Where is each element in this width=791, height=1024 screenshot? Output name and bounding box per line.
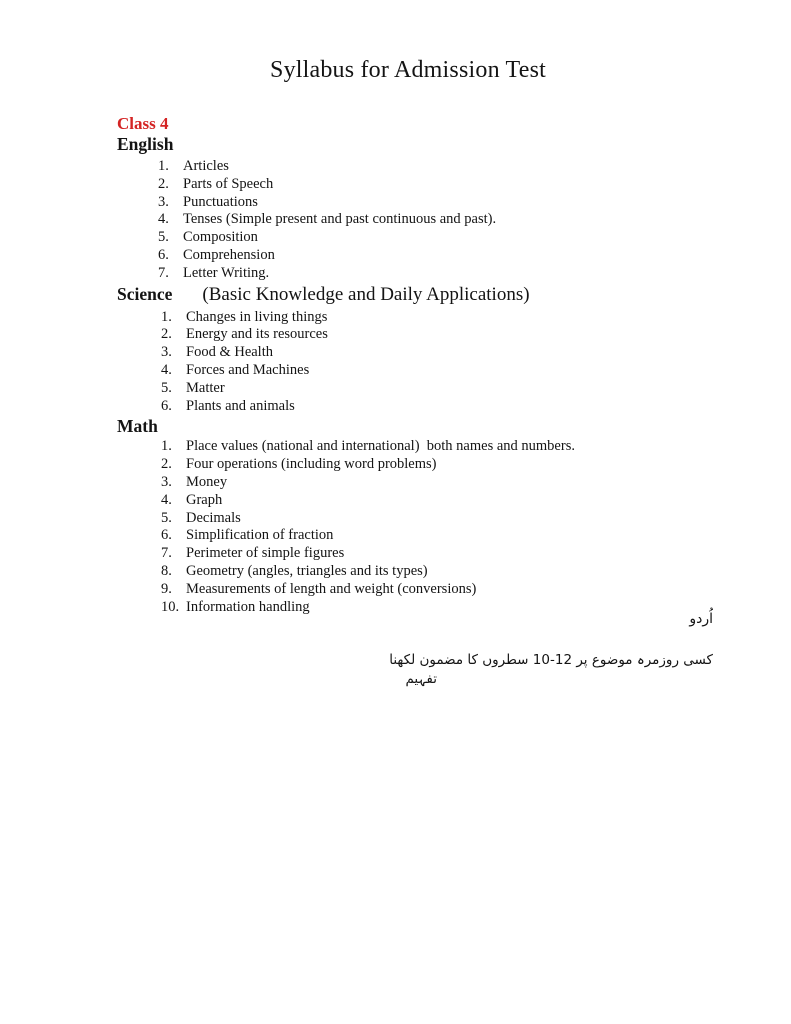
- item-number: 6.: [161, 397, 172, 414]
- list-item: [161, 456, 713, 474]
- list-item: [158, 211, 713, 229]
- list-item: [158, 265, 713, 283]
- item-text: Matter: [186, 379, 225, 396]
- item-number: 5.: [158, 229, 169, 246]
- list-item: [161, 545, 713, 563]
- class-label: Class 4: [117, 114, 169, 133]
- item-text: Simplification of fraction: [186, 527, 334, 544]
- list-item: [161, 474, 713, 492]
- item-number: 4.: [161, 361, 172, 378]
- item-text: Articles: [183, 158, 229, 174]
- list-item: [161, 563, 713, 581]
- item-text: Geometry (angles, triangles and its types): [186, 562, 428, 579]
- list-item: [161, 581, 713, 599]
- item-text: Decimals: [186, 509, 241, 526]
- item-number: 5.: [161, 379, 172, 396]
- list-item: [161, 492, 713, 510]
- list-item: [161, 380, 713, 398]
- item-text: Measurements of length and weight (conversions): [186, 580, 477, 597]
- list-item: [161, 527, 713, 545]
- urdu-essay-line: کسی روزمرہ موضوع پر 12-10 سطروں کا مضمون لکھنا: [389, 652, 713, 669]
- urdu-comprehension-line: تفہیم: [405, 671, 437, 688]
- item-text: Money: [186, 473, 228, 490]
- item-number: 4.: [158, 211, 169, 228]
- item-text: Punctuations: [183, 193, 258, 210]
- item-number: 2.: [161, 326, 172, 343]
- item-number: 3.: [161, 344, 172, 361]
- item-text: Information handling: [186, 598, 310, 615]
- list-item: [158, 229, 713, 247]
- section-heading-math: Math: [117, 416, 158, 437]
- science-list: [161, 309, 713, 416]
- item-text: Parts of Speech: [183, 175, 274, 192]
- section-heading-science: [117, 283, 713, 306]
- item-number: 8.: [161, 562, 172, 579]
- item-number: 1.: [161, 308, 172, 325]
- item-number: 7.: [161, 545, 172, 562]
- list-item: [161, 438, 713, 456]
- item-number: 1.: [158, 158, 169, 174]
- item-number: 6.: [161, 527, 172, 544]
- item-number: 9.: [161, 580, 172, 597]
- list-item: [161, 398, 713, 416]
- list-item: [161, 362, 713, 380]
- item-number: 6.: [158, 246, 169, 263]
- item-number: 7.: [158, 264, 169, 281]
- science-subtitle: (Basic Knowledge and Daily Applications): [202, 283, 530, 305]
- item-number: 2.: [158, 175, 169, 192]
- urdu-section: [117, 610, 713, 689]
- section-heading-english: English: [117, 134, 174, 154]
- item-text: Food & Health: [186, 344, 273, 361]
- item-number: 10.: [161, 598, 180, 615]
- item-text: Graph: [186, 491, 223, 508]
- list-item: [161, 344, 713, 362]
- list-item: [161, 309, 713, 327]
- item-number: 2.: [161, 456, 172, 473]
- list-item: [158, 176, 713, 194]
- list-item: [158, 158, 713, 176]
- list-item: [161, 510, 713, 528]
- item-number: 3.: [161, 473, 172, 490]
- item-number: 3.: [158, 193, 169, 210]
- item-text: Place values (national and international) both names and numbers.: [186, 438, 575, 455]
- item-number: 4.: [161, 491, 172, 508]
- list-item: [158, 247, 713, 265]
- item-text: Letter Writing.: [183, 264, 270, 281]
- science-heading-label: Science: [117, 283, 173, 304]
- page-title: Syllabus for Admission Test: [270, 57, 546, 83]
- urdu-heading: اُردو: [689, 611, 713, 628]
- item-text: Energy and its resources: [186, 326, 328, 343]
- math-list: [161, 438, 713, 616]
- item-text: Tenses (Simple present and past continuous and past).: [183, 211, 497, 228]
- item-text: Comprehension: [183, 246, 275, 263]
- item-number: 1.: [161, 438, 172, 455]
- item-text: Perimeter of simple figures: [186, 545, 345, 562]
- item-text: Changes in living things: [186, 308, 328, 325]
- item-text: Plants and animals: [186, 397, 295, 414]
- item-text: Forces and Machines: [186, 361, 310, 378]
- item-number: 5.: [161, 509, 172, 526]
- list-item: [158, 194, 713, 212]
- item-text: Composition: [183, 229, 258, 246]
- english-list: [158, 158, 713, 283]
- item-text: Four operations (including word problems): [186, 456, 437, 473]
- list-item: [161, 326, 713, 344]
